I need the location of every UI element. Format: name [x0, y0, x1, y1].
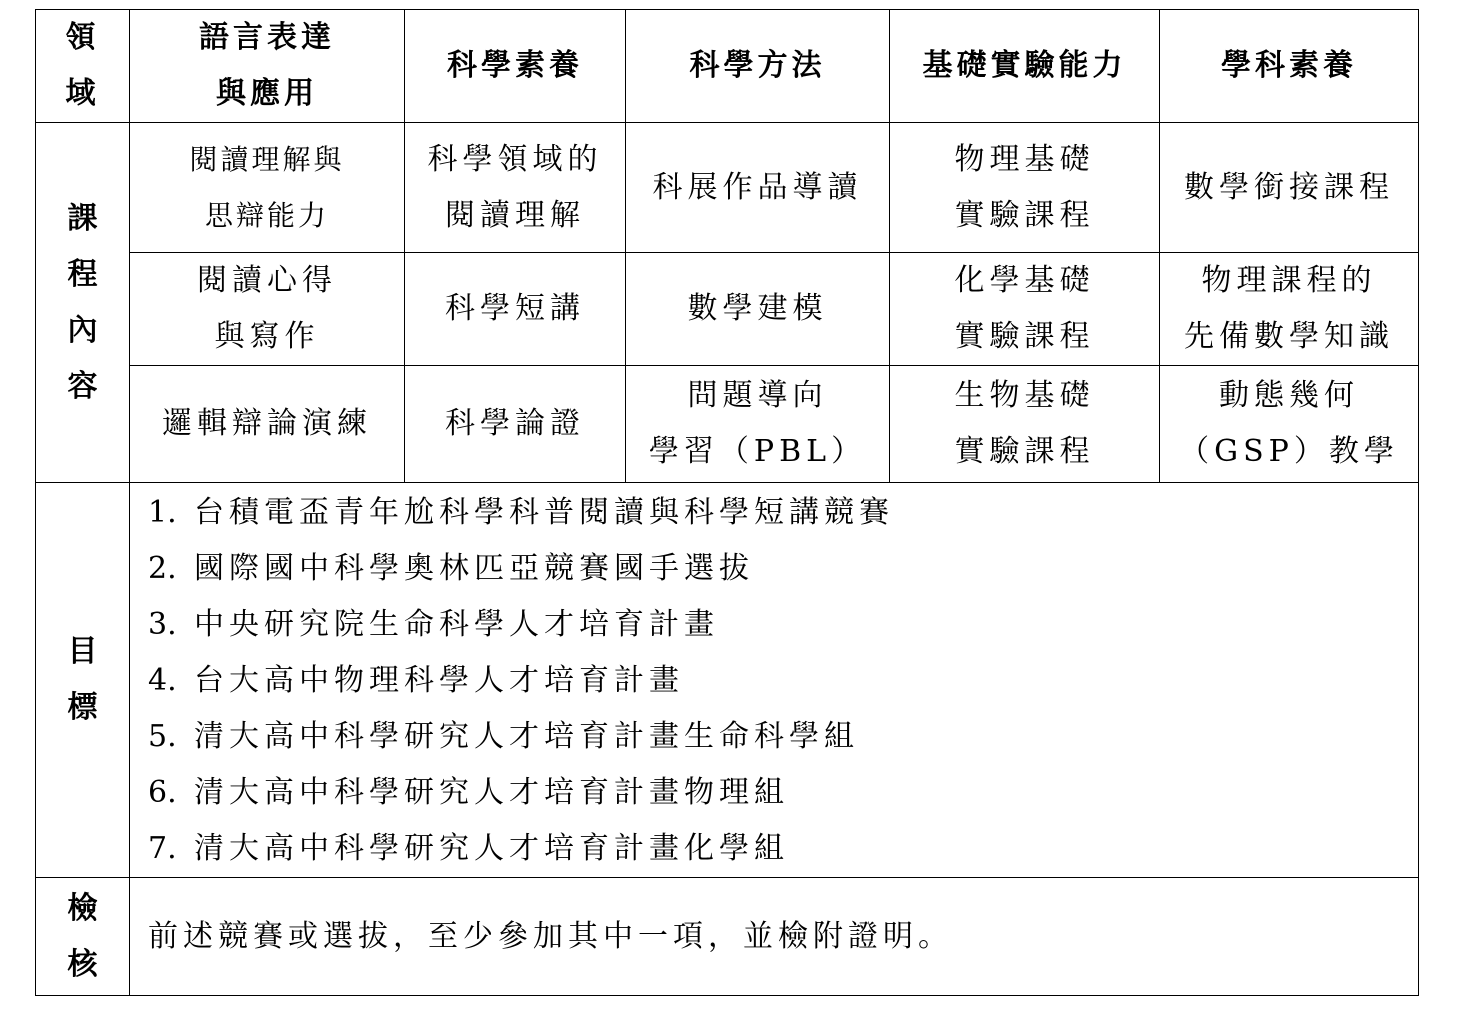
list-item: 3. 中央研究院生命科學人才培育計畫	[148, 607, 719, 642]
goals-row	[36, 483, 1419, 878]
check-text: 前述競賽或選拔，至少參加其中一項，並檢附證明。	[130, 878, 1419, 996]
course-cell: 邏輯辯論演練	[130, 366, 405, 483]
course-cell: 閱讀心得 與寫作	[130, 253, 405, 366]
course-row	[36, 123, 1419, 253]
header-science-literacy: 科學素養	[405, 10, 626, 123]
course-cell: 生物基礎 實驗課程	[890, 366, 1160, 483]
list-item: 1. 台積電盃青年尬科學科普閱讀與科學短講競賽	[148, 495, 894, 530]
header-domain-label: 領 域	[36, 10, 130, 123]
course-cell: 動態幾何 （GSP）教學	[1160, 366, 1419, 483]
course-cell: 科學論證	[405, 366, 626, 483]
header-row	[36, 10, 1419, 123]
course-cell: 數學建模	[626, 253, 890, 366]
course-cell: 物理課程的 先備數學知識	[1160, 253, 1419, 366]
check-label: 檢 核	[36, 878, 130, 996]
list-item: 4. 台大高中物理科學人才培育計畫	[148, 663, 684, 698]
header-lab-skills: 基礎實驗能力	[890, 10, 1160, 123]
header-subject-literacy: 學科素養	[1160, 10, 1419, 123]
course-label: 課 程 內 容	[36, 123, 130, 483]
course-cell: 科學短講	[405, 253, 626, 366]
course-row	[36, 366, 1419, 483]
curriculum-table	[35, 9, 1419, 996]
list-item: 2. 國際國中科學奧林匹亞競賽國手選拔	[148, 551, 754, 586]
course-cell: 科學領域的 閱讀理解	[405, 123, 626, 253]
course-cell: 數學銜接課程	[1160, 123, 1419, 253]
list-item: 7. 清大高中科學研究人才培育計畫化學組	[148, 831, 789, 866]
course-cell: 問題導向 學習（PBL）	[626, 366, 890, 483]
header-science-method: 科學方法	[626, 10, 890, 123]
header-language: 語言表達 與應用	[130, 10, 405, 123]
course-cell: 物理基礎 實驗課程	[890, 123, 1160, 253]
course-cell: 科展作品導讀	[626, 123, 890, 253]
course-cell: 化學基礎 實驗課程	[890, 253, 1160, 366]
check-row	[36, 878, 1419, 996]
goals-list	[130, 483, 1419, 878]
course-row	[36, 253, 1419, 366]
course-cell: 閱讀理解與 思辯能力	[130, 123, 405, 253]
list-item: 5. 清大高中科學研究人才培育計畫生命科學組	[148, 719, 859, 754]
list-item: 6. 清大高中科學研究人才培育計畫物理組	[148, 775, 789, 810]
goals-label: 目 標	[36, 483, 130, 878]
